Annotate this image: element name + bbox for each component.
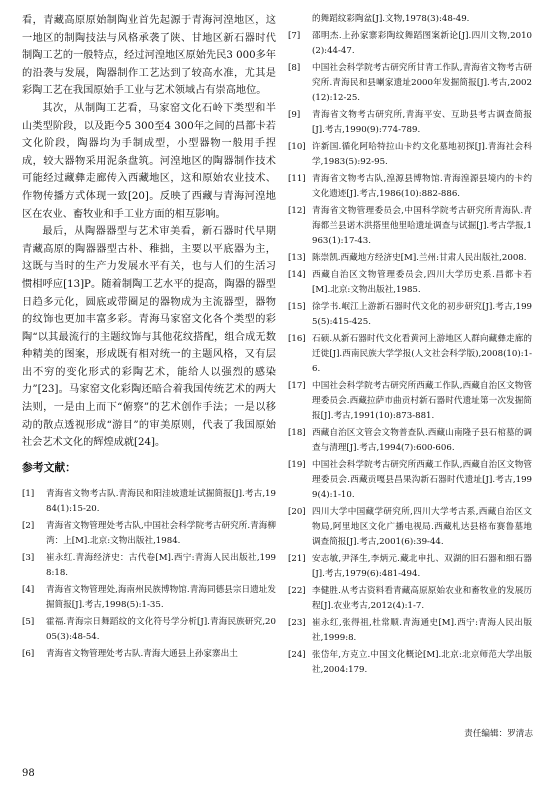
reference-item — [288, 251, 532, 266]
reference-item — [288, 332, 532, 377]
reference-item — [22, 615, 276, 645]
reference-item — [22, 583, 276, 613]
references-heading: 参考文献： — [22, 460, 76, 474]
reference-item — [288, 552, 532, 582]
reference-text: 安志敏,尹泽生,李炳元.藏北申扎、双湖的旧石器和细石器[J].考古,1979(6):481-494. — [312, 554, 532, 579]
reference-number: [20] — [288, 507, 306, 517]
reference-item — [288, 379, 532, 424]
body-paragraph-3: 最后，从陶器器型与艺术审美看，新石器时代早期青藏高原的陶器器型古朴、稚拙，主要以平底器为主，这既与当时的生产力发展水平有关，也与人们的生活习惯相呼应[13]P。随着制陶工艺水平的提高，陶器的器型日趋多元化，圆底或带圈足的器物成为主流器型，器物的纹饰也更加丰富多彩。青海马家窑文化各个类型的彩陶“以其最流行的主题纹饰与其他花纹搭配，组合成无数种精美的图案，形成既有相对统一的主题风格，又有层出不穷的变化形式的彩陶艺术，能给人以强烈的感染力”[23]。马家窑文化彩陶还暗合着我国传统艺术的两大法则，一是由上而下“俯察”的艺术创作手法；一是以移动的散点透视形成“游目”的审美原则，代表了我国原始社会艺术文化的辉煌成就[24]。 — [22, 226, 276, 449]
right-column — [288, 12, 532, 680]
reference-number: [14] — [288, 270, 306, 280]
left-column — [22, 12, 276, 664]
reference-number: [4] — [22, 584, 35, 595]
reference-item — [288, 29, 532, 59]
reference-item — [288, 505, 532, 550]
reference-text: 邵明杰.上孙家寨彩陶纹舞蹈图案新论[J].四川文物,2010(2):44-47. — [312, 31, 532, 56]
reference-item — [288, 300, 532, 330]
right-reference-list — [288, 12, 532, 678]
reference-item — [288, 12, 532, 27]
reference-number: [10] — [288, 142, 306, 152]
reference-text: 中国社会科学院考古研究所西藏工作队,西藏自治区文物管理委员会.西藏贡嘎县昌果沟新石器时代遗址[J].考古,1999(4):1-10. — [312, 460, 532, 500]
reference-text: 许新国.循化阿哈特拉山卡约文化墓地初探[J].青海社会科学,1983(5):92-95. — [312, 142, 532, 167]
reference-number: [11] — [288, 174, 306, 184]
reference-number: [15] — [288, 302, 306, 312]
reference-number: [5] — [22, 616, 35, 627]
reference-number: [17] — [288, 381, 306, 391]
reference-text: 青海省文物管理委员会,中国科学院考古研究所青海队.青海都兰县诺木洪搭里他里哈遗址调查与试掘[J].考古学报,1963(1):17-43. — [312, 206, 532, 246]
reference-number: [18] — [288, 428, 306, 438]
reference-number: [16] — [288, 334, 306, 344]
reference-number: [3] — [22, 552, 35, 563]
reference-text: 中国社会科学院考古研究所西藏工作队,西藏自治区文物管理委员会.西藏拉萨市曲贡村新石器时代遗址第一次发掘简报[J].考古,1991(10):873-881. — [312, 381, 532, 421]
reference-item — [288, 172, 532, 202]
reference-text: 徐学书.岷江上游新石器时代文化的初步研究[J].考古,1995(5):415-425. — [312, 302, 532, 327]
reference-text: 西藏自治区文管会文物普查队.西藏山南隆子县石棺墓的调查与清理[J].考古,1994(7):600-606. — [312, 428, 532, 453]
reference-item — [288, 61, 532, 106]
reference-text: 中国社会科学院考古研究所甘青工作队,青海省文物考古研究所.青海民和县喇家遗址2000年发掘简报[J].考古,2002(12):12-25. — [312, 63, 532, 103]
body-paragraph-2: 其次，从制陶工艺看，马家窑文化石岭下类型和半山类型阶段，以及距今5 300至4 300年之间的昌都卡若文化阶段，陶器均为手制成型，小型器物一般用手捏成，较大器物采用泥条盘筑。河湟地区的陶器制作技术可能经过藏彝走廊传入西藏地区，这和原始农业技术、作物传播方式体现一致[20]。反映了西藏与青海河湟地区在农业、畜牧业和手工业方面的相互影响。 — [22, 102, 276, 220]
reference-item — [288, 458, 532, 503]
reference-number: [13] — [288, 253, 306, 263]
reference-item — [288, 584, 532, 614]
reference-number: [24] — [288, 650, 306, 660]
reference-text: 西藏自治区文物管理委员会,四川大学历史系.昌都卡若[M].北京:文物出版社,1985. — [312, 270, 532, 295]
reference-item — [288, 426, 532, 456]
reference-text: 张岱年,方克立.中国文化概论[M].北京:北京师范大学出版社,2004:179. — [312, 650, 532, 675]
reference-number: [21] — [288, 554, 306, 564]
reference-item — [288, 616, 532, 646]
reference-number: [9] — [288, 110, 301, 120]
body-paragraph-1: 看，青藏高原原始制陶业首先起源于青海河湟地区，这一地区的制陶技法与风格承袭了陕、甘地区新石器时代制陶工艺的一般特点，经过河湟地区原始先民3 000多年的沿袭与发展，陶器制作工艺达到了较高水准，尤其是彩陶工艺在我国原始手工业与艺术领域占有崇高地位。 — [22, 15, 276, 97]
reference-number: [8] — [288, 63, 301, 73]
reference-number: [6] — [22, 648, 35, 659]
reference-item — [288, 648, 532, 678]
reference-item — [22, 551, 276, 581]
reference-item — [22, 519, 276, 549]
reference-number: [2] — [22, 520, 35, 531]
reference-number: [19] — [288, 460, 306, 470]
reference-text: 的舞蹈纹彩陶盆[J].文物,1978(3):48-49. — [312, 14, 470, 24]
reference-text: 陈崇凯.西藏地方经济史[M].兰州:甘肃人民出版社,2008. — [312, 253, 527, 263]
reference-text: 青海省文物管理处,海南州民族博物馆.青海同德县宗日遗址发掘简报[J].考古,1998(5):1-35. — [46, 584, 276, 610]
reference-number: [22] — [288, 586, 306, 596]
reference-number: [12] — [288, 206, 306, 216]
reference-number — [288, 12, 312, 27]
reference-number: [7] — [288, 31, 301, 41]
reference-item — [288, 108, 532, 138]
reference-item — [22, 647, 276, 662]
page-number: 98 — [22, 768, 35, 779]
reference-text: 石硕.从新石器时代文化看黄河上游地区人群向藏彝走廊的迁徙[J].西南民族大学学报(人文社会科学版),2008(10):1-6. — [312, 334, 532, 374]
reference-number: [23] — [288, 618, 306, 628]
reference-item — [288, 140, 532, 170]
reference-item — [22, 487, 276, 517]
reference-text: 李健胜.从考古资料看青藏高原原始农业和畜牧业的发展历程[J].农业考古,2012(4):1-7. — [312, 586, 532, 611]
reference-text: 青海省文物管理处考古队,中国社会科学院考古研究所.青海柳湾：上[M].北京:文物出版社,1984. — [46, 520, 276, 546]
reference-text: 青海省文物考古队,湟源县博物馆.青海湟源县境内的卡约文化遗迹[J].考古,1986(10):882-886. — [312, 174, 532, 199]
reference-text: 青海省文物管理处考古队.青海大通县上孙家寨出土 — [46, 648, 238, 659]
reference-item — [288, 204, 532, 249]
reference-text: 青海省文物考古队.青海民和阳洼坡遗址试掘简报[J].考古,1984(1):15-20. — [46, 488, 276, 514]
reference-text: 青海省文物考古研究所,青海平安、互助县考古调查简报[J].考古,1990(9):774-789. — [312, 110, 532, 135]
reference-number: [1] — [22, 488, 35, 499]
left-reference-list — [22, 487, 276, 662]
reference-text: 霍福.青海宗日舞蹈纹的文化符号学分析[J].青海民族研究,2005(3):48-54. — [46, 616, 276, 642]
reference-item — [288, 268, 532, 298]
reference-text: 四川大学中国藏学研究所,四川大学考古系,西藏自治区文物局,阿里地区文化广播电视局.西藏札达县格布赛鲁墓地调查简报[J].考古,2001(6):39-44. — [312, 507, 532, 547]
reference-text: 崔永红,张得祖,杜常顺.青海通史[M].西宁:青海人民出版社,1999:8. — [312, 618, 532, 643]
responsible-editor: 责任编辑：罗清志 — [464, 729, 533, 739]
reference-text: 崔永红.青海经济史：古代卷[M].西宁:青海人民出版社,1998:18. — [46, 552, 276, 578]
